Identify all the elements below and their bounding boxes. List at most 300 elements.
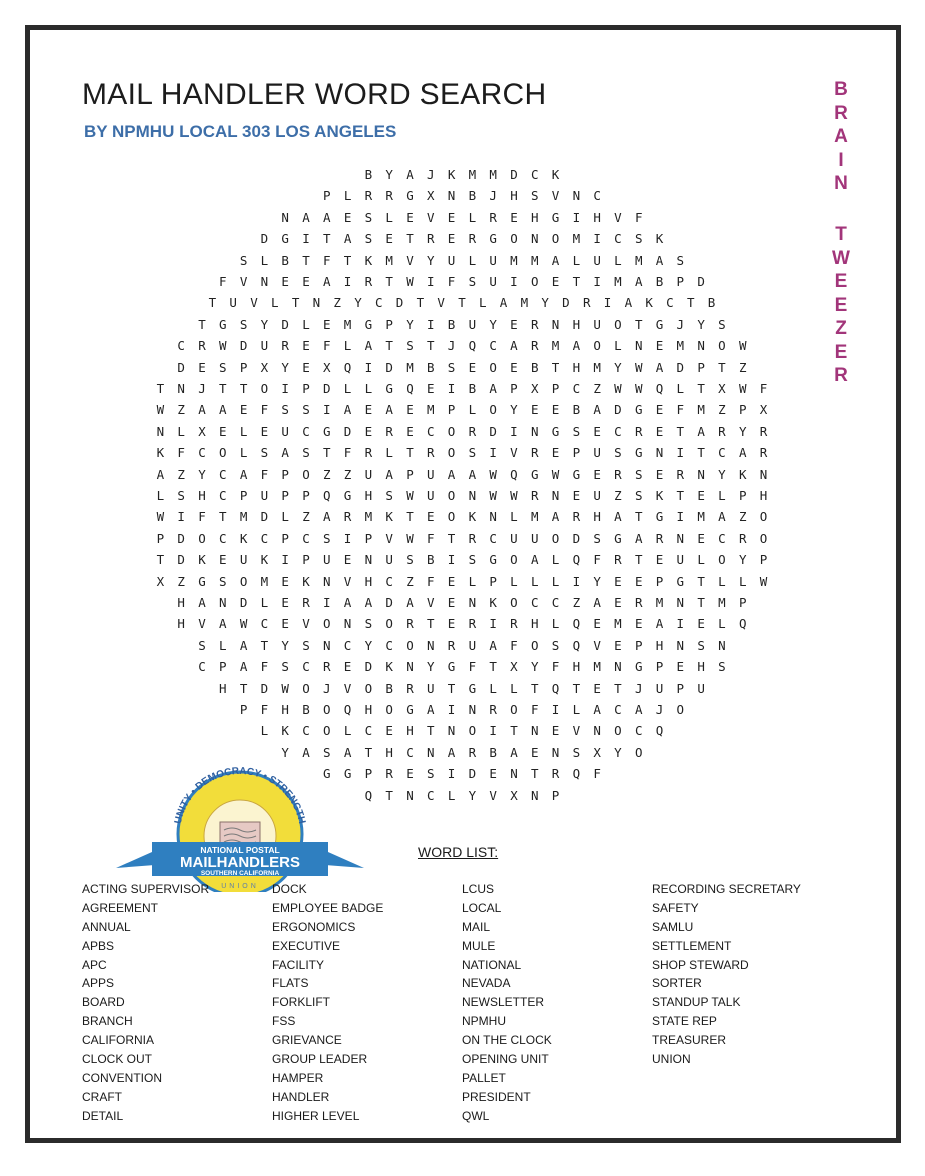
grid-letter[interactable]: L — [239, 423, 248, 439]
grid-letter[interactable]: Y — [593, 573, 601, 589]
grid-letter[interactable]: M — [510, 252, 518, 268]
grid-letter[interactable]: N — [323, 637, 331, 653]
grid-letter[interactable]: I — [676, 509, 685, 525]
grid-letter[interactable]: W — [406, 274, 414, 289]
grid-letter[interactable]: J — [489, 188, 497, 204]
grid-letter[interactable]: I — [343, 530, 352, 546]
grid-letter[interactable]: M — [614, 616, 622, 632]
grid-letter[interactable]: T — [458, 295, 466, 311]
grid-letter[interactable]: T — [416, 295, 425, 311]
grid-letter[interactable]: E — [510, 316, 518, 332]
grid-letter[interactable]: P — [156, 530, 165, 546]
grid-letter[interactable]: S — [323, 530, 331, 546]
grid-letter[interactable]: R — [530, 316, 539, 332]
grid-letter[interactable]: T — [718, 359, 726, 375]
grid-letter[interactable]: S — [468, 445, 477, 461]
grid-letter[interactable]: T — [208, 295, 217, 311]
grid-letter[interactable]: O — [447, 445, 456, 461]
grid-letter[interactable]: G — [655, 509, 664, 525]
grid-letter[interactable]: H — [510, 188, 518, 204]
grid-letter[interactable]: U — [468, 316, 477, 332]
grid-letter[interactable]: L — [478, 295, 487, 311]
grid-letter[interactable]: I — [177, 509, 185, 525]
grid-letter[interactable]: F — [343, 445, 352, 461]
grid-letter[interactable]: S — [302, 402, 310, 418]
grid-letter[interactable]: E — [655, 552, 664, 568]
grid-letter[interactable]: C — [198, 659, 206, 675]
grid-letter[interactable]: Y — [426, 252, 435, 268]
grid-letter[interactable]: L — [343, 188, 352, 204]
grid-letter[interactable]: M — [239, 509, 248, 525]
grid-letter[interactable]: U — [676, 552, 685, 568]
grid-letter[interactable]: D — [614, 402, 622, 418]
grid-letter[interactable]: E — [406, 402, 414, 418]
grid-letter[interactable]: R — [364, 188, 373, 204]
grid-letter[interactable]: K — [468, 509, 477, 525]
grid-letter[interactable]: N — [156, 423, 165, 439]
grid-letter[interactable]: E — [302, 274, 310, 289]
grid-letter[interactable]: Y — [354, 295, 362, 311]
grid-letter[interactable]: Y — [614, 744, 622, 760]
grid-letter[interactable]: J — [427, 167, 435, 182]
grid-letter[interactable]: Q — [323, 488, 331, 503]
grid-letter[interactable]: P — [551, 381, 560, 396]
grid-letter[interactable]: G — [343, 488, 352, 503]
grid-letter[interactable]: S — [198, 637, 206, 653]
grid-letter[interactable]: B — [364, 167, 373, 182]
grid-letter[interactable]: P — [364, 766, 373, 782]
grid-letter[interactable]: Y — [530, 659, 539, 675]
grid-letter[interactable]: C — [219, 530, 227, 546]
grid-letter[interactable]: A — [364, 595, 373, 610]
grid-letter[interactable]: T — [385, 338, 393, 354]
grid-letter[interactable]: U — [593, 252, 601, 268]
grid-letter[interactable]: I — [489, 723, 497, 739]
grid-letter[interactable]: J — [655, 702, 664, 717]
grid-letter[interactable]: N — [634, 338, 643, 354]
grid-letter[interactable]: B — [530, 359, 539, 375]
grid-letter[interactable]: E — [281, 595, 289, 610]
grid-letter[interactable]: C — [593, 188, 601, 204]
grid-letter[interactable]: Y — [406, 316, 414, 332]
grid-letter[interactable]: L — [260, 595, 269, 610]
grid-letter[interactable]: U — [426, 488, 435, 503]
grid-letter[interactable]: O — [510, 595, 518, 610]
grid-letter[interactable]: P — [281, 488, 289, 503]
grid-letter[interactable]: N — [281, 209, 289, 225]
grid-letter[interactable]: S — [260, 445, 269, 461]
grid-letter[interactable]: G — [634, 445, 643, 461]
grid-letter[interactable]: S — [219, 359, 227, 375]
grid-letter[interactable]: A — [551, 509, 560, 525]
grid-letter[interactable]: R — [427, 231, 435, 247]
grid-letter[interactable]: D — [260, 680, 269, 696]
grid-letter[interactable]: L — [718, 616, 726, 632]
grid-letter[interactable]: W — [738, 381, 747, 396]
grid-letter[interactable]: Y — [738, 423, 747, 439]
grid-letter[interactable]: E — [593, 423, 601, 439]
grid-letter[interactable]: G — [489, 552, 497, 568]
grid-letter[interactable]: T — [634, 509, 643, 525]
grid-letter[interactable]: Z — [333, 295, 341, 311]
grid-letter[interactable]: M — [697, 402, 705, 418]
grid-letter[interactable]: P — [447, 402, 456, 418]
grid-letter[interactable]: H — [593, 509, 601, 525]
grid-letter[interactable]: R — [676, 466, 685, 482]
grid-letter[interactable]: G — [676, 573, 685, 589]
grid-letter[interactable]: E — [634, 616, 643, 632]
grid-letter[interactable]: W — [406, 488, 414, 503]
grid-letter[interactable]: E — [364, 402, 373, 418]
grid-letter[interactable]: X — [759, 402, 768, 418]
grid-letter[interactable]: T — [510, 723, 518, 739]
grid-letter[interactable]: E — [655, 466, 664, 482]
grid-letter[interactable]: E — [447, 595, 456, 610]
grid-letter[interactable]: N — [655, 445, 664, 461]
grid-letter[interactable]: M — [530, 252, 539, 268]
grid-letter[interactable]: W — [489, 466, 497, 482]
grid-letter[interactable]: A — [593, 702, 601, 717]
grid-letter[interactable]: E — [510, 209, 518, 225]
grid-letter[interactable]: E — [614, 595, 622, 610]
grid-letter[interactable]: N — [343, 616, 352, 632]
grid-letter[interactable]: L — [447, 787, 456, 803]
grid-letter[interactable]: H — [177, 616, 185, 632]
grid-letter[interactable]: V — [437, 295, 445, 311]
grid-letter[interactable]: Q — [655, 723, 664, 739]
grid-letter[interactable]: B — [489, 744, 497, 760]
grid-letter[interactable]: A — [406, 595, 414, 610]
grid-letter[interactable]: D — [468, 766, 477, 782]
grid-letter[interactable]: T — [364, 744, 373, 760]
grid-letter[interactable]: R — [572, 509, 581, 525]
grid-letter[interactable]: O — [551, 530, 560, 546]
grid-letter[interactable]: A — [614, 509, 622, 525]
grid-letter[interactable]: B — [302, 702, 310, 717]
grid-letter[interactable]: A — [510, 744, 518, 760]
grid-letter[interactable]: M — [593, 359, 601, 375]
grid-letter[interactable]: Y — [614, 359, 622, 375]
grid-letter[interactable]: A — [198, 402, 206, 418]
grid-letter[interactable]: A — [634, 702, 643, 717]
grid-letter[interactable]: H — [364, 488, 373, 503]
grid-letter[interactable]: I — [572, 209, 581, 225]
grid-letter[interactable]: N — [468, 595, 477, 610]
grid-letter[interactable]: G — [385, 381, 393, 396]
grid-letter[interactable]: O — [676, 702, 685, 717]
grid-letter[interactable]: O — [614, 723, 622, 739]
grid-letter[interactable]: P — [302, 381, 310, 396]
grid-letter[interactable]: G — [323, 766, 331, 782]
grid-letter[interactable]: T — [697, 381, 705, 396]
grid-letter[interactable]: P — [281, 466, 289, 482]
grid-letter[interactable]: T — [530, 680, 539, 696]
grid-letter[interactable]: T — [697, 573, 705, 589]
grid-letter[interactable]: E — [468, 359, 477, 375]
grid-letter[interactable]: S — [323, 744, 331, 760]
grid-letter[interactable]: N — [697, 338, 705, 354]
grid-letter[interactable]: O — [614, 316, 622, 332]
grid-letter[interactable]: E — [489, 766, 497, 782]
grid-letter[interactable]: B — [468, 381, 477, 396]
grid-letter[interactable]: Y — [426, 659, 435, 675]
grid-letter[interactable]: L — [260, 723, 269, 739]
grid-letter[interactable]: O — [364, 680, 373, 696]
grid-letter[interactable]: L — [738, 573, 747, 589]
grid-letter[interactable]: C — [614, 231, 622, 247]
grid-letter[interactable]: T — [634, 316, 643, 332]
grid-letter[interactable]: N — [551, 488, 560, 503]
grid-letter[interactable]: A — [655, 252, 664, 268]
grid-letter[interactable]: R — [614, 552, 622, 568]
grid-letter[interactable]: W — [489, 488, 497, 503]
grid-letter[interactable]: L — [385, 209, 393, 225]
grid-letter[interactable]: D — [323, 381, 331, 396]
grid-letter[interactable]: T — [530, 766, 539, 782]
grid-letter[interactable]: P — [302, 552, 310, 568]
grid-letter[interactable]: N — [676, 595, 685, 610]
grid-letter[interactable]: G — [406, 702, 414, 717]
grid-letter[interactable]: A — [634, 274, 643, 289]
grid-letter[interactable]: B — [385, 680, 393, 696]
grid-letter[interactable]: N — [312, 295, 321, 311]
grid-letter[interactable]: L — [385, 445, 393, 461]
grid-letter[interactable]: F — [759, 381, 768, 396]
grid-letter[interactable]: K — [551, 167, 560, 182]
grid-letter[interactable]: A — [697, 423, 705, 439]
grid-letter[interactable]: S — [634, 231, 643, 247]
grid-letter[interactable]: E — [614, 637, 622, 653]
grid-letter[interactable]: O — [759, 509, 768, 525]
grid-letter[interactable]: G — [551, 423, 560, 439]
grid-letter[interactable]: M — [489, 167, 497, 182]
grid-letter[interactable]: E — [530, 402, 539, 418]
grid-letter[interactable]: D — [489, 423, 497, 439]
grid-letter[interactable]: T — [427, 723, 435, 739]
grid-letter[interactable]: U — [229, 295, 237, 311]
grid-letter[interactable]: E — [281, 616, 289, 632]
grid-letter[interactable]: U — [593, 445, 601, 461]
grid-letter[interactable]: H — [219, 680, 227, 696]
grid-letter[interactable]: L — [614, 252, 622, 268]
grid-letter[interactable]: E — [406, 766, 414, 782]
grid-letter[interactable]: S — [697, 637, 705, 653]
grid-letter[interactable]: G — [406, 188, 414, 204]
grid-letter[interactable]: F — [551, 659, 560, 675]
grid-letter[interactable]: B — [426, 552, 435, 568]
grid-letter[interactable]: L — [510, 573, 518, 589]
grid-letter[interactable]: T — [343, 252, 352, 268]
grid-letter[interactable]: Y — [697, 316, 705, 332]
grid-letter[interactable]: C — [530, 595, 539, 610]
grid-letter[interactable]: F — [177, 445, 185, 461]
grid-letter[interactable]: I — [447, 552, 456, 568]
grid-letter[interactable]: S — [572, 423, 581, 439]
grid-letter[interactable]: G — [468, 680, 477, 696]
grid-letter[interactable]: E — [551, 723, 560, 739]
grid-letter[interactable]: H — [530, 616, 539, 632]
grid-letter[interactable]: J — [198, 381, 206, 396]
grid-letter[interactable]: L — [551, 573, 560, 589]
grid-letter[interactable]: D — [177, 530, 185, 546]
grid-letter[interactable]: C — [614, 423, 622, 439]
grid-letter[interactable]: V — [302, 616, 310, 632]
grid-letter[interactable]: T — [426, 616, 435, 632]
grid-letter[interactable]: O — [593, 338, 601, 354]
grid-letter[interactable]: W — [551, 466, 560, 482]
grid-letter[interactable]: P — [738, 488, 747, 503]
grid-letter[interactable]: K — [198, 552, 206, 568]
grid-letter[interactable]: A — [323, 209, 331, 225]
grid-letter[interactable]: K — [655, 231, 664, 247]
grid-letter[interactable]: S — [219, 573, 227, 589]
grid-letter[interactable]: Q — [572, 637, 581, 653]
grid-letter[interactable]: P — [634, 637, 643, 653]
grid-letter[interactable]: L — [676, 381, 685, 396]
grid-letter[interactable]: O — [447, 423, 456, 439]
grid-letter[interactable]: F — [260, 402, 269, 418]
grid-letter[interactable]: C — [302, 659, 310, 675]
grid-letter[interactable]: P — [385, 316, 393, 332]
grid-letter[interactable]: X — [510, 787, 518, 803]
grid-letter[interactable]: A — [447, 744, 456, 760]
grid-letter[interactable]: K — [447, 167, 456, 182]
grid-letter[interactable]: S — [385, 488, 393, 503]
grid-letter[interactable]: U — [260, 338, 269, 354]
grid-letter[interactable]: V — [510, 445, 518, 461]
grid-letter[interactable]: E — [634, 573, 643, 589]
grid-letter[interactable]: O — [406, 637, 414, 653]
grid-letter[interactable]: I — [323, 595, 331, 610]
grid-letter[interactable]: I — [426, 274, 435, 289]
grid-letter[interactable]: M — [551, 338, 560, 354]
grid-letter[interactable]: E — [551, 445, 560, 461]
grid-letter[interactable]: U — [489, 274, 497, 289]
grid-letter[interactable]: D — [385, 595, 393, 610]
grid-letter[interactable]: U — [447, 252, 456, 268]
grid-letter[interactable]: L — [468, 402, 477, 418]
grid-letter[interactable]: T — [697, 445, 705, 461]
grid-letter[interactable]: D — [177, 359, 185, 375]
grid-letter[interactable]: N — [468, 702, 477, 717]
grid-letter[interactable]: I — [281, 552, 289, 568]
grid-letter[interactable]: J — [447, 338, 456, 354]
grid-letter[interactable]: O — [468, 723, 477, 739]
grid-letter[interactable]: Q — [551, 680, 560, 696]
grid-letter[interactable]: H — [364, 573, 373, 589]
grid-letter[interactable]: Q — [510, 466, 518, 482]
grid-letter[interactable]: Y — [281, 359, 289, 375]
grid-letter[interactable]: V — [198, 616, 206, 632]
grid-letter[interactable]: N — [406, 659, 414, 675]
grid-letter[interactable]: E — [406, 423, 414, 439]
grid-letter[interactable]: Z — [738, 359, 747, 375]
grid-letter[interactable]: W — [156, 509, 165, 525]
grid-letter[interactable]: N — [697, 466, 705, 482]
grid-letter[interactable]: T — [302, 252, 310, 268]
grid-letter[interactable]: T — [291, 295, 300, 311]
grid-letter[interactable]: T — [406, 231, 414, 247]
grid-letter[interactable]: P — [323, 188, 331, 204]
grid-letter[interactable]: E — [447, 231, 456, 247]
grid-letter[interactable]: O — [489, 359, 497, 375]
grid-letter[interactable]: L — [614, 338, 622, 354]
grid-letter[interactable]: D — [572, 530, 581, 546]
grid-letter[interactable]: A — [499, 295, 508, 311]
grid-letter[interactable]: F — [260, 702, 269, 717]
grid-letter[interactable]: V — [593, 637, 601, 653]
grid-letter[interactable]: S — [239, 252, 248, 268]
grid-letter[interactable]: E — [239, 402, 248, 418]
grid-letter[interactable]: T — [239, 381, 248, 396]
grid-letter[interactable]: F — [198, 509, 206, 525]
grid-letter[interactable]: N — [364, 552, 373, 568]
grid-letter[interactable]: W — [738, 338, 747, 354]
grid-letter[interactable]: B — [655, 274, 664, 289]
grid-letter[interactable]: F — [634, 209, 643, 225]
grid-letter[interactable]: D — [260, 509, 269, 525]
grid-letter[interactable]: S — [718, 659, 726, 675]
grid-letter[interactable]: P — [676, 680, 685, 696]
grid-letter[interactable]: C — [666, 295, 674, 311]
grid-letter[interactable]: O — [302, 466, 310, 482]
grid-letter[interactable]: M — [385, 252, 393, 268]
grid-letter[interactable]: Y — [281, 744, 289, 760]
grid-letter[interactable]: T — [614, 680, 622, 696]
grid-letter[interactable]: P — [239, 488, 248, 503]
grid-letter[interactable]: V — [250, 295, 258, 311]
grid-letter[interactable]: E — [697, 530, 705, 546]
grid-letter[interactable]: I — [593, 274, 601, 289]
grid-letter[interactable]: I — [447, 766, 456, 782]
grid-letter[interactable]: A — [239, 637, 248, 653]
grid-letter[interactable]: I — [593, 231, 601, 247]
grid-letter[interactable]: W — [634, 381, 643, 396]
grid-letter[interactable]: S — [364, 209, 373, 225]
grid-letter[interactable]: E — [655, 423, 664, 439]
grid-letter[interactable]: T — [447, 530, 456, 546]
grid-letter[interactable]: P — [655, 659, 664, 675]
grid-letter[interactable]: O — [759, 530, 768, 546]
grid-letter[interactable]: F — [510, 637, 518, 653]
grid-letter[interactable]: R — [551, 766, 560, 782]
grid-letter[interactable]: V — [572, 723, 581, 739]
grid-letter[interactable]: S — [614, 445, 622, 461]
grid-letter[interactable]: J — [634, 680, 643, 696]
grid-letter[interactable]: B — [281, 252, 289, 268]
grid-letter[interactable]: L — [551, 616, 560, 632]
grid-letter[interactable]: E — [302, 338, 310, 354]
grid-letter[interactable]: L — [510, 680, 518, 696]
grid-letter[interactable]: O — [510, 552, 518, 568]
grid-letter[interactable]: S — [572, 744, 581, 760]
grid-letter[interactable]: M — [520, 295, 529, 311]
grid-letter[interactable]: R — [530, 488, 539, 503]
grid-letter[interactable]: E — [614, 573, 622, 589]
grid-letter[interactable]: A — [219, 402, 227, 418]
grid-letter[interactable]: B — [572, 402, 581, 418]
grid-letter[interactable]: E — [655, 402, 664, 418]
grid-letter[interactable]: E — [198, 359, 206, 375]
grid-letter[interactable]: I — [489, 616, 497, 632]
grid-letter[interactable]: Y — [541, 295, 549, 311]
grid-letter[interactable]: L — [572, 252, 581, 268]
grid-letter[interactable]: E — [385, 231, 393, 247]
grid-letter[interactable]: V — [343, 680, 352, 696]
grid-letter[interactable]: C — [219, 488, 227, 503]
grid-letter[interactable]: C — [385, 573, 393, 589]
grid-letter[interactable]: B — [447, 316, 456, 332]
